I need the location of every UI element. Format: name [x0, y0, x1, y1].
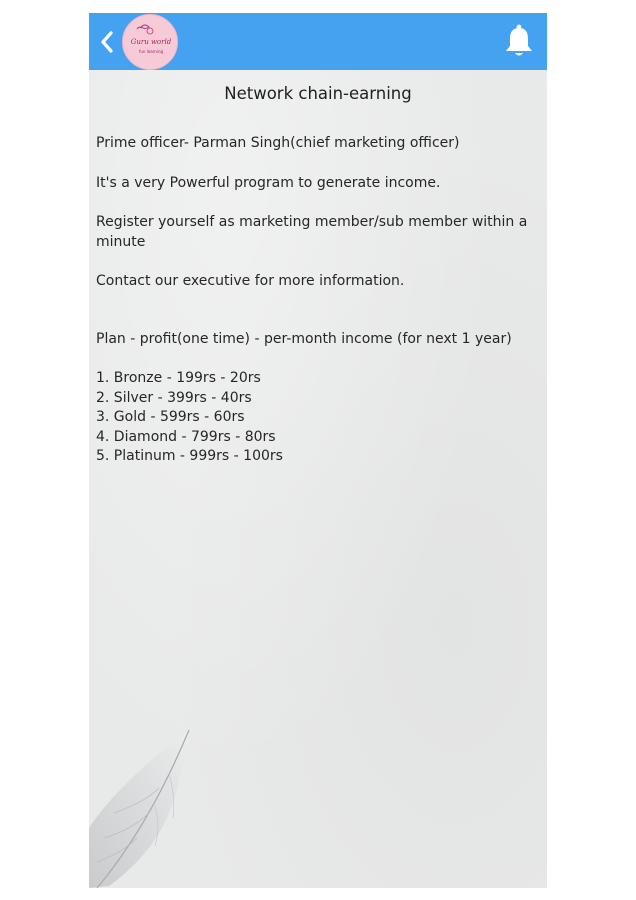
logo-text: Guru world	[130, 38, 172, 46]
plan-header-text: Plan - profit(one time) - per-month income (for next 1 year)	[96, 331, 512, 347]
logo-subtext: fun learning	[138, 49, 164, 54]
prime-officer-text: Prime officer- Parman Singh(chief marketing officer)	[96, 135, 460, 151]
register-text: Register yourself as marketing member/sub member within a minute	[96, 214, 528, 250]
contact-text: Contact our executive for more information.	[96, 273, 405, 289]
intro-text: It's a very Powerful program to generate income.	[96, 175, 441, 191]
app-bar	[89, 13, 547, 70]
app-logo	[122, 14, 178, 70]
notifications-button[interactable]	[502, 23, 536, 59]
plan-item-platinum: 5. Platinum - 999rs - 100rs	[96, 448, 283, 464]
plan-item-diamond: 4. Diamond - 799rs - 80rs	[96, 428, 276, 445]
page-title: Network chain-earning	[224, 84, 412, 103]
plan-item-silver: 2. Silver - 399rs - 40rs	[96, 389, 252, 406]
plan-item-gold: 3. Gold - 599rs - 60rs	[96, 409, 245, 425]
bell-icon	[502, 23, 536, 59]
plan-item-bronze: 1. Bronze - 199rs - 20rs	[96, 370, 261, 386]
leaf-decoration	[89, 728, 199, 888]
app-screen	[89, 13, 547, 888]
back-button[interactable]	[95, 27, 119, 57]
chevron-left-icon	[95, 27, 119, 57]
